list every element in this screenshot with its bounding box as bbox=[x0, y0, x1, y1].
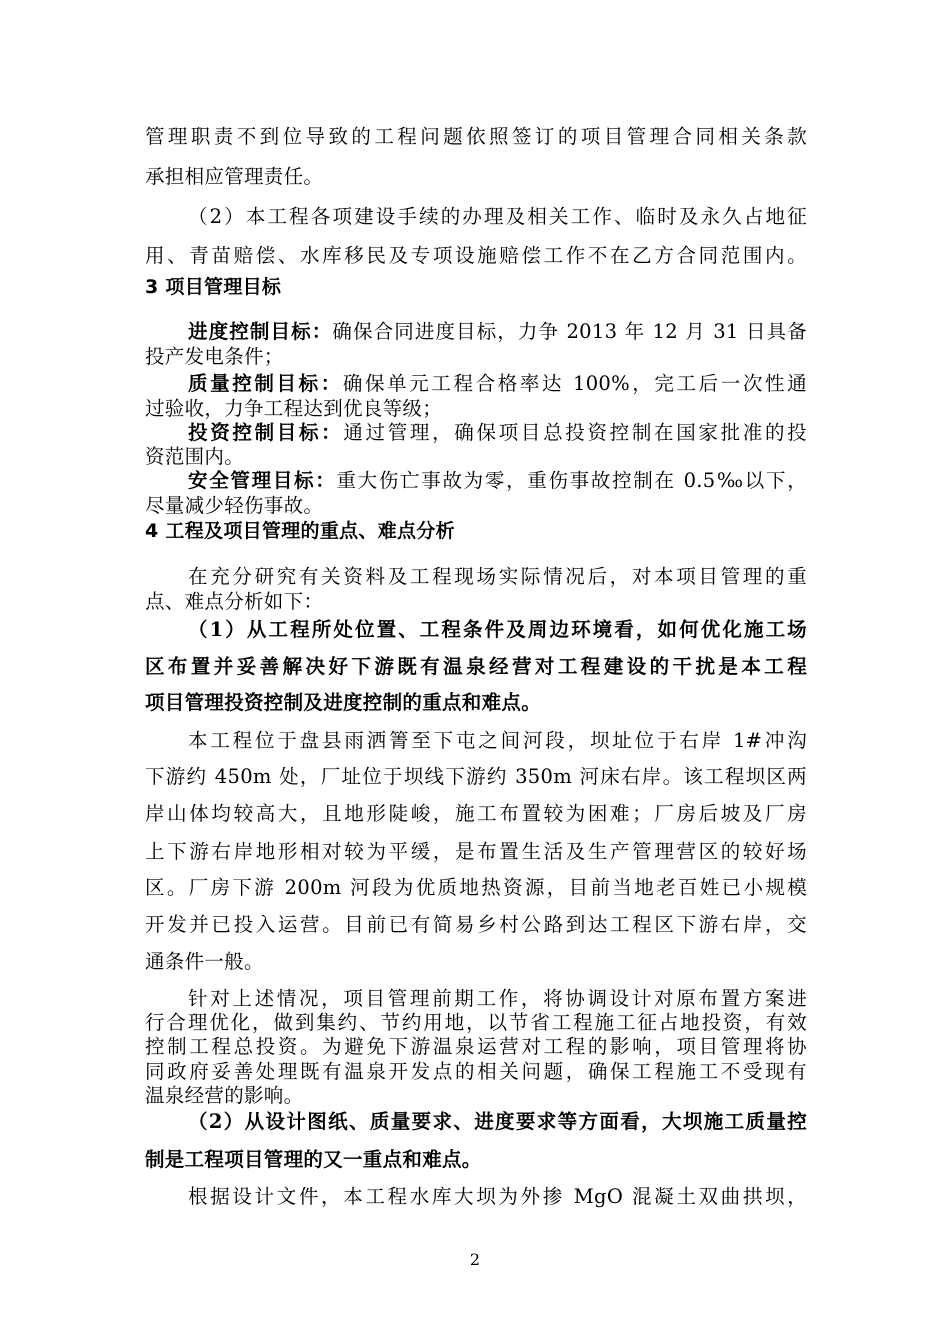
goal-line: 投产发电条件； bbox=[145, 345, 284, 368]
goal-label: 安全管理目标： bbox=[188, 469, 337, 492]
body-text-line: 同政府妥善处理既有温泉开发点的相关问题，确保工程施工不受现有 bbox=[145, 1060, 807, 1083]
goal-text: 通过管理，确保项目总投资控制在国家批准的投 bbox=[343, 421, 807, 444]
key-point-line: （1）从工程所处位置、工程条件及周边环境看，如何优化施工场 bbox=[188, 618, 807, 641]
goal-text: 重大伤亡事故为零，重伤事故控制在 0.5‰以下， bbox=[336, 469, 807, 492]
body-text-line: 用、青苗赔偿、水库移民及专项设施赔偿工作不在乙方合同范围内。 bbox=[145, 244, 807, 267]
body-text-line: 点、难点分析如下： bbox=[145, 590, 324, 613]
key-point-line: 项目管理投资控制及进度控制的重点和难点。 bbox=[145, 691, 542, 714]
body-text-line: 根据设计文件，本工程水库大坝为外掺 MgO 混凝土双曲拱坝， bbox=[188, 1185, 807, 1208]
body-text-line: 行合理优化，做到集约、节约用地，以节省工程施工征占地投资，有效 bbox=[145, 1011, 807, 1034]
goal-line: 尽量减少轻伤事故。 bbox=[145, 494, 324, 517]
goal-line: 资范围内。 bbox=[145, 445, 245, 468]
body-text-line: 上下游右岸地形相对较为平缓，是布置生活及生产管理营区的较好场 bbox=[145, 840, 807, 863]
goal-text: 确保单元工程合格率达 100%，完工后一次性通 bbox=[342, 372, 807, 395]
goal-line bbox=[188, 421, 807, 445]
goal-label: 投资控制目标： bbox=[188, 421, 344, 444]
body-text-line: 本工程位于盘县雨洒箐至下屯之间河段，坝址位于右岸 1#冲沟 bbox=[188, 729, 807, 752]
body-text-line: 岸山体均较高大，且地形陡峻，施工布置较为困难；厂房后坡及厂房 bbox=[145, 802, 807, 825]
section-heading: 3 项目管理目标 bbox=[145, 276, 282, 298]
goal-line bbox=[188, 372, 807, 396]
section-heading: 4 工程及项目管理的重点、难点分析 bbox=[145, 520, 455, 542]
goal-line bbox=[188, 469, 807, 493]
goal-line bbox=[188, 320, 807, 344]
body-text-line: 承担相应管理责任。 bbox=[145, 165, 324, 188]
body-text-line: 温泉经营的影响。 bbox=[145, 1084, 304, 1107]
body-text-line: 管理职责不到位导致的工程问题依照签订的项目管理合同相关条款 bbox=[145, 125, 807, 148]
goal-label: 质量控制目标： bbox=[188, 372, 343, 395]
body-text-line: 在充分研究有关资料及工程现场实际情况后，对本项目管理的重 bbox=[188, 565, 807, 588]
key-point-line: 区布置并妥善解决好下游既有温泉经营对工程建设的干扰是本工程 bbox=[145, 655, 807, 678]
goal-text: 确保合同进度目标，力争 2013 年 12 月 31 日具备 bbox=[332, 320, 807, 343]
key-point-line: （2）从设计图纸、质量要求、进度要求等方面看，大坝施工质量控 bbox=[188, 1110, 807, 1133]
body-text-line: 针对上述情况，项目管理前期工作，将协调设计对原布置方案进 bbox=[188, 987, 807, 1010]
goal-line: 过验收，力争工程达到优良等级； bbox=[145, 397, 443, 420]
body-text-line: 区。厂房下游 200m 河段为优质地热资源，目前当地老百姓已小规模 bbox=[145, 876, 807, 899]
key-point-line: 制是工程项目管理的又一重点和难点。 bbox=[145, 1148, 482, 1171]
body-text-line: 控制工程总投资。为避免下游温泉运营对工程的影响，项目管理将协 bbox=[145, 1035, 807, 1058]
body-text-line: 通条件一般。 bbox=[145, 950, 264, 973]
body-text-line: （2）本工程各项建设手续的办理及相关工作、临时及永久占地征 bbox=[188, 205, 807, 228]
goal-label: 进度控制目标： bbox=[188, 320, 333, 343]
body-text-line: 下游约 450m 处，厂址位于坝线下游约 350m 河床右岸。该工程坝区两 bbox=[145, 765, 807, 788]
page-number: 2 bbox=[469, 1250, 481, 1269]
body-text-line: 开发并已投入运营。目前已有简易乡村公路到达工程区下游右岸，交 bbox=[145, 913, 807, 936]
